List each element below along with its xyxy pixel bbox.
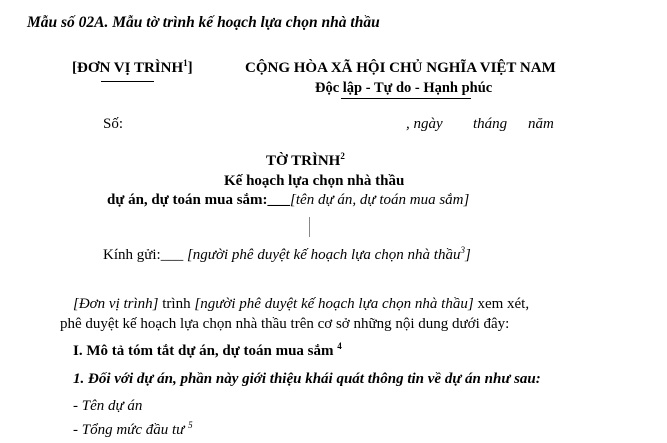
- list-item: [73, 422, 193, 439]
- project-placeholder: [tên dự án, dự toán mua sắm]: [290, 192, 470, 208]
- footnote-ref-3: 3: [460, 245, 465, 255]
- footnote-ref-2: 2: [340, 151, 345, 161]
- unit-label: [ĐƠN VỊ TRÌNH: [72, 60, 184, 76]
- cursor-line: [309, 217, 310, 237]
- footnote-ref-1: 1: [183, 58, 188, 68]
- document-title-text: TỜ TRÌNH: [266, 153, 341, 169]
- recipient-placeholder: [người phê duyệt kế hoạch lựa chọn nhà thầu: [186, 247, 461, 263]
- list-item-text: - Tên dự án: [73, 398, 143, 414]
- subsection-1-heading: 1. Đối với dự án, phần này giới thiệu khái quát thông tin về dự án như sau:: [73, 371, 541, 387]
- recipient-label: Kính gửi:___: [103, 247, 184, 263]
- paragraph-line-1: [73, 296, 529, 313]
- recipient-line: [103, 247, 471, 264]
- date-month-label: tháng: [473, 116, 508, 132]
- unit-underline: [101, 81, 154, 82]
- project-label: dự án, dự toán mua sắm:___: [107, 192, 291, 208]
- list-item: [73, 398, 142, 415]
- section-1-title: I. Mô tả tóm tắt dự án, dự toán mua sắm: [73, 343, 334, 359]
- footnote-ref-4: 4: [337, 341, 342, 351]
- document-number-label: Số:: [103, 116, 124, 132]
- unit-header: [72, 60, 193, 77]
- date-day-label: , ngày: [406, 116, 443, 132]
- list-item-text: - Tổng mức đầu tư: [73, 422, 185, 438]
- unit-close: ]: [187, 60, 193, 76]
- paragraph-line-2: phê duyệt kế hoạch lựa chọn nhà thầu trên cơ sở những nội dung dưới đây:: [60, 316, 510, 332]
- document-subtitle: Kế hoạch lựa chọn nhà thầu: [224, 173, 405, 189]
- section-1-heading: [73, 343, 342, 360]
- approver-placeholder: [người phê duyệt kế hoạch lựa chọn nhà thầu]: [194, 296, 474, 312]
- paragraph-tail: xem xét,: [473, 296, 530, 312]
- paragraph-verb: trình: [158, 296, 195, 312]
- footnote-ref-5: 5: [188, 420, 193, 430]
- nation-motto: Độc lập - Tự do - Hạnh phúc: [315, 80, 493, 96]
- submitting-unit-placeholder: [Đơn vị trình]: [73, 296, 159, 312]
- date-year-label: năm: [528, 116, 554, 132]
- form-title: Mẫu số 02A. Mẫu tờ trình kế hoạch lựa chọn nhà thầu: [27, 14, 380, 31]
- motto-underline: [341, 98, 471, 99]
- document-title: [266, 153, 345, 170]
- project-line: [107, 192, 469, 209]
- recipient-close: ]: [464, 247, 471, 263]
- nation-name: CỘNG HÒA XÃ HỘI CHỦ NGHĨA VIỆT NAM: [245, 60, 556, 76]
